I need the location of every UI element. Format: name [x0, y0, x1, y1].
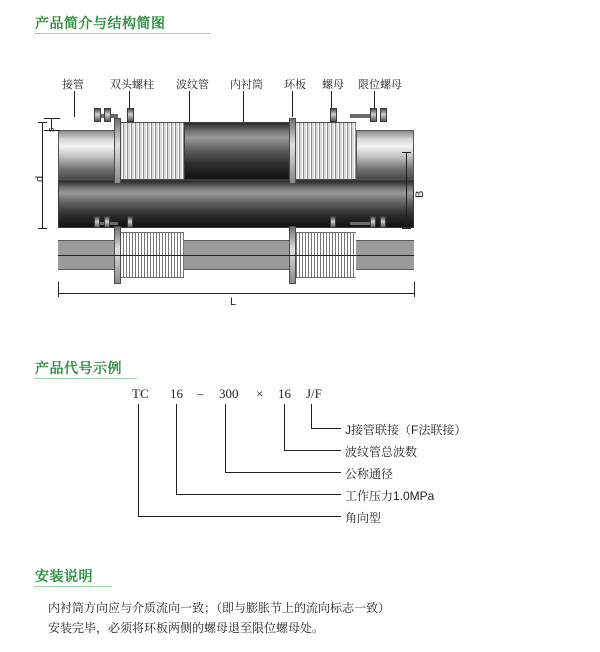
code-leader-v-3	[284, 404, 285, 450]
dim-L-line	[58, 293, 414, 294]
dim-d-top-tick	[38, 122, 47, 123]
dim-d-bot-tick	[38, 228, 47, 229]
leader-line-0	[74, 91, 75, 117]
callout-label-6: 限位螺母	[358, 79, 402, 91]
dim-b-line	[406, 152, 407, 228]
install-note-line-1: 安装完毕，必须将环板两侧的螺母退至限位螺母处。	[48, 621, 325, 635]
code-token-5: 16	[278, 386, 291, 401]
body-lower-top-view	[58, 180, 414, 228]
code-leader-v-4	[311, 404, 312, 428]
section-underline-code	[34, 378, 137, 379]
install-note-line-0: 内衬筒方向应与介质流向一致；（即与膨胀节上的流向标志一致）	[48, 601, 391, 615]
callout-label-5: 螺母	[322, 79, 344, 91]
section-title-code: 产品代号示例	[35, 360, 122, 376]
dim-label-B: B	[414, 190, 426, 198]
code-leader-v-0	[138, 404, 139, 516]
centerline-bottom-view	[58, 255, 414, 256]
code-leader-h-0	[138, 516, 341, 517]
nut-right-outer	[380, 108, 387, 122]
callout-label-2: 波纹管	[176, 79, 209, 91]
code-token-2: –	[197, 386, 204, 401]
product-code-diagram	[34, 386, 534, 536]
code-leader-v-2	[225, 404, 226, 472]
dim-L-left-tick	[58, 282, 59, 297]
section-title-structure: 产品简介与结构简图	[35, 15, 166, 31]
nut-left-outer-bottom	[94, 216, 100, 228]
section-underline-install	[34, 586, 112, 587]
ring-plate-left	[114, 118, 121, 184]
code-token-3: 300	[219, 386, 239, 401]
dim-L-right-tick	[414, 282, 415, 297]
install-notes	[48, 598, 568, 638]
code-token-4: ×	[256, 386, 264, 401]
section-title-install: 安装说明	[35, 568, 93, 584]
code-desc-3: 工作压力1.0MPa	[345, 489, 435, 503]
code-desc-0: J接管联接（F法联接）	[345, 423, 467, 437]
nut-left-inner-bottom	[104, 216, 110, 228]
code-leader-v-1	[176, 404, 177, 494]
code-leader-h-1	[176, 494, 341, 495]
nut-right-limit-bottom	[370, 216, 376, 228]
pipe-left-top	[58, 130, 118, 180]
callout-label-4: 环板	[284, 79, 306, 91]
bellow-right-top	[294, 122, 356, 180]
dim-b-top-tick	[402, 152, 411, 153]
code-desc-2: 公称通径	[345, 467, 394, 481]
callout-label-0: 接管	[62, 79, 84, 91]
dim-label-d: d	[34, 175, 46, 182]
code-leader-h-4	[311, 428, 341, 429]
leader-line-4	[292, 91, 293, 117]
nut-right-limit	[370, 108, 377, 122]
liner-core-top	[184, 122, 294, 180]
nut-left-limit	[127, 108, 134, 122]
section-underline-structure	[34, 33, 210, 34]
nut-right-inner	[330, 108, 337, 122]
nut-left-outer	[94, 108, 101, 122]
code-token-1: 16	[170, 386, 183, 401]
bellow-left-top	[118, 122, 184, 180]
nut-left-limit-bottom	[127, 216, 133, 228]
dim-s-upper-tick	[44, 118, 60, 119]
code-token-0: TC	[132, 386, 149, 401]
code-desc-4: 角向型	[345, 511, 382, 525]
nut-left-inner	[104, 108, 111, 122]
nut-right-outer-bottom	[380, 216, 386, 228]
dim-b-bot-tick	[402, 228, 411, 229]
dim-label-s: s	[46, 127, 56, 132]
ring-plate-right	[289, 118, 296, 184]
callout-label-3: 内衬筒	[230, 79, 263, 91]
dim-label-L: L	[230, 296, 237, 308]
code-leader-h-2	[225, 472, 341, 473]
code-desc-1: 波纹管总波数	[345, 445, 418, 459]
nut-right-inner-bottom	[330, 216, 336, 228]
code-leader-h-3	[284, 450, 341, 451]
callout-label-1: 双头螺柱	[110, 79, 154, 91]
structure-diagram	[34, 60, 534, 308]
code-token-6: J/F	[306, 386, 322, 401]
